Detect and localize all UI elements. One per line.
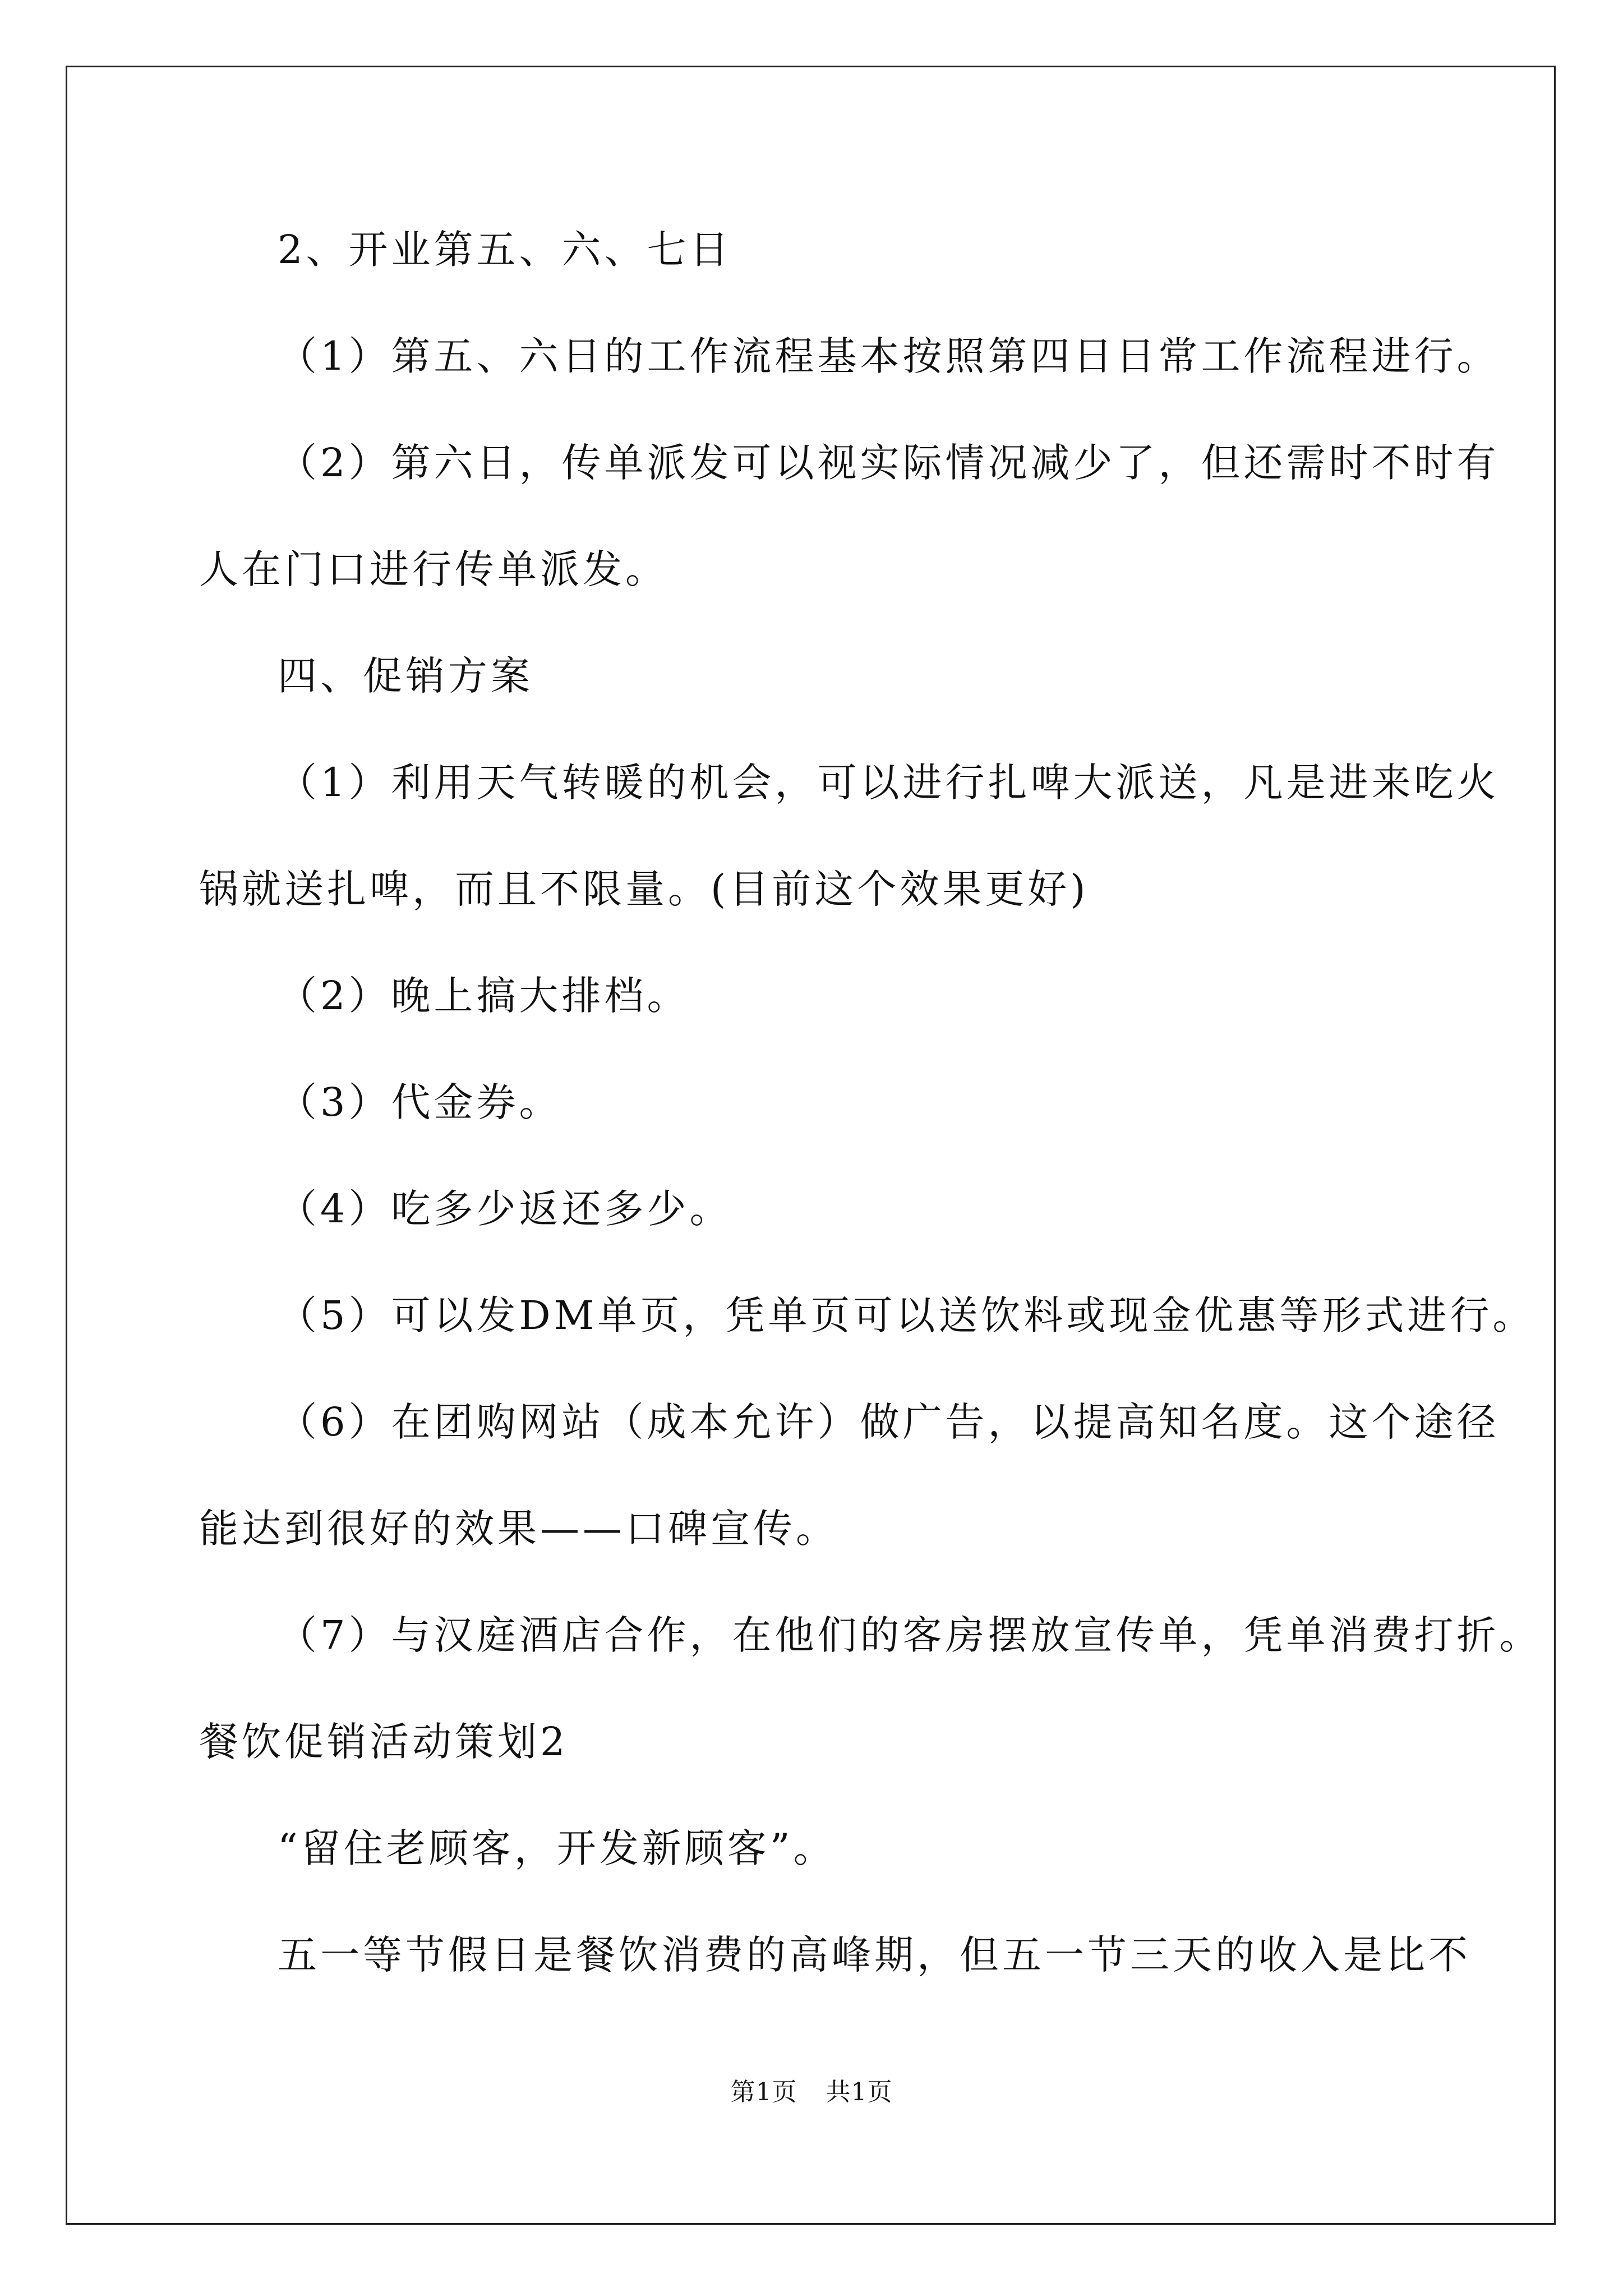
page-number: 第1页 xyxy=(730,2078,797,2106)
paragraph-line: （6）在团购网站（成本允许）做广告，以提高知名度。这个途径 xyxy=(278,1399,1500,1445)
paragraph-line: “留住老顾客，开发新顾客”。 xyxy=(278,1825,836,1871)
paragraph-line: 锅就送扎啤，而且不限量。(目前这个效果更好) xyxy=(199,866,1089,912)
page-footer xyxy=(0,2076,1623,2109)
section-heading: 四、促销方案 xyxy=(278,653,533,699)
paragraph-line: （5）可以发DM单页，凭单页可以送饮料或现金优惠等形式进行。 xyxy=(278,1292,1536,1338)
paragraph-line: （3）代金券。 xyxy=(278,1079,562,1125)
paragraph-line: （2）晚上搞大排档。 xyxy=(278,973,690,1019)
document-title: 餐饮促销活动策划2 xyxy=(199,1719,569,1765)
paragraph-line: 五一等节假日是餐饮消费的高峰期，但五一节三天的收入是比不 xyxy=(278,1932,1471,1978)
paragraph-line: 人在门口进行传单派发。 xyxy=(199,546,668,592)
section-heading: 2、开业第五、六、七日 xyxy=(278,227,732,273)
paragraph-line: （1）利用天气转暖的机会，可以进行扎啤大派送，凡是进来吃火 xyxy=(278,760,1500,806)
paragraph-line: （1）第五、六日的工作流程基本按照第四日日常工作流程进行。 xyxy=(278,333,1500,379)
page-border xyxy=(66,66,1556,2225)
paragraph-line: （4）吃多少返还多少。 xyxy=(278,1186,732,1232)
page-total: 共1页 xyxy=(826,2078,893,2106)
paragraph-line: 能达到很好的效果——口碑宣传。 xyxy=(199,1506,838,1552)
paragraph-line: （7）与汉庭酒店合作，在他们的客房摆放宣传单，凭单消费打折。 xyxy=(278,1612,1542,1658)
paragraph-line: （2）第六日，传单派发可以视实际情况减少了，但还需时不时有 xyxy=(278,440,1500,486)
